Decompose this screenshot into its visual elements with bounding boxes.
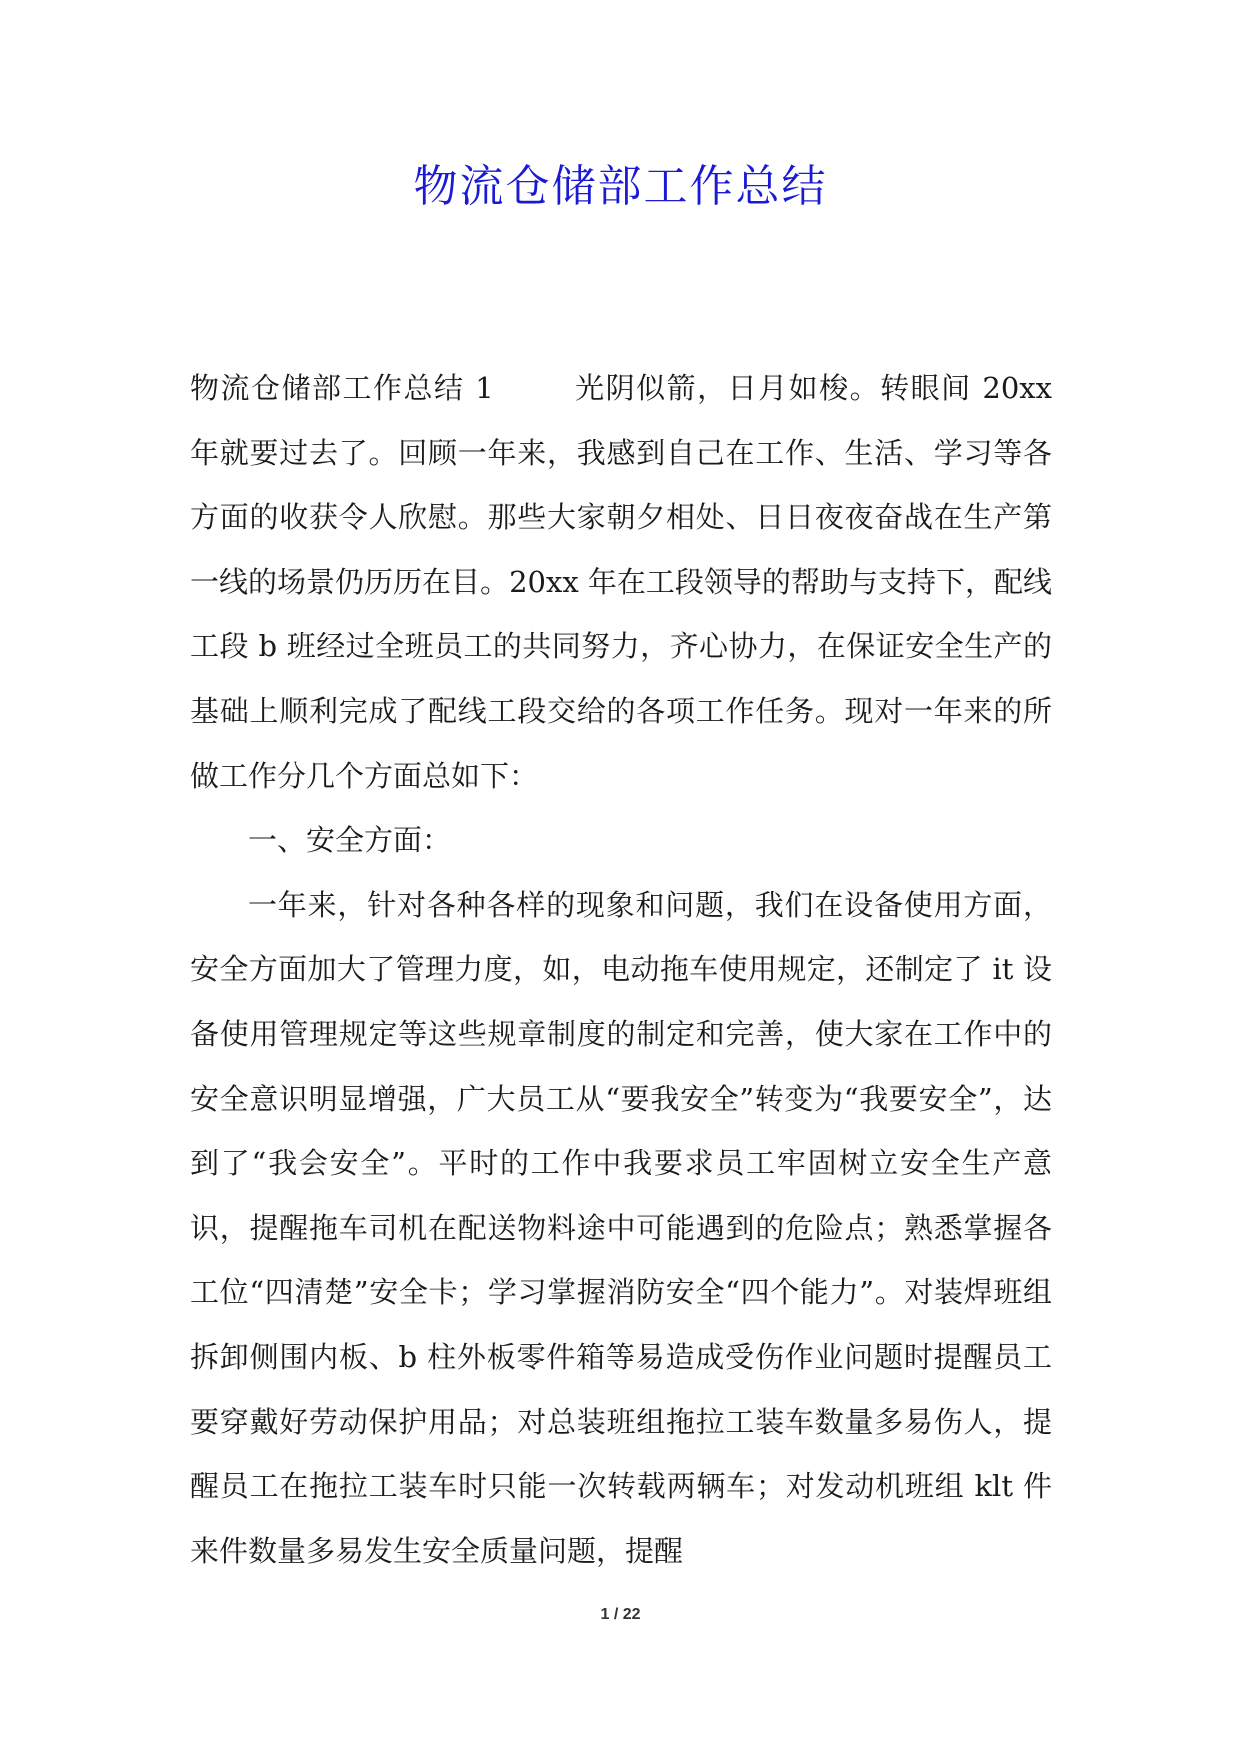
page-number: 1 / 22: [600, 1606, 641, 1623]
opening-paragraph: [190, 356, 1052, 808]
section-heading-safety: 一、安全方面：: [248, 823, 452, 858]
summary-heading-inline: 物流仓储部工作总结 1: [190, 371, 494, 405]
safety-paragraph: 一年来，针对各种各样的现象和问题，我们在设备使用方面，安全方面加大了管理力度，如，电动拖车使用规定，还制定了 it 设备使用管理规定等这些规章制度的制定和完善，使大家在工作中的安全意识明显增强，广大员工从“要我安全”转变为“我要安全”，达到了“我会安全”。平时的工作中我要求员工牢固树立安全生产意识，提醒拖车司机在配送物料途中可能遇到的危险点；熟悉掌握各工位“四清楚”安全卡；学习掌握消防安全“四个能力”。对装焊班组拆卸侧围内板、b 柱外板零件箱等易造成受伤作业问题时提醒员工要穿戴好劳动保护用品；对总装班组拖拉工装车数量多易伤人，提醒员工在拖拉工装车时只能一次转载两辆车；对发动机班组 klt 件来件数量多易发生安全质量问题，提醒: [190, 887, 1052, 1568]
document-title: 物流仓储部工作总结: [413, 161, 828, 212]
opening-paragraph-text: 光阴似箭，日月如梭。转眼间 20xx 年就要过去了。回顾一年来，我感到自己在工作、生活、学习等各方面的收获令人欣慰。那些大家朝夕相处、日日夜夜奋战在生产第一线的场景仍历历在目。20xx 年在工段领导的帮助与支持下，配线工段 b 班经过全班员工的共同努力，齐心协力，在保证安全生产的基础上顺利完成了配线工段交给的各项工作任务。现对一年来的所做工作分几个方面总如下：: [190, 371, 1052, 793]
document-body: [190, 356, 1052, 1583]
